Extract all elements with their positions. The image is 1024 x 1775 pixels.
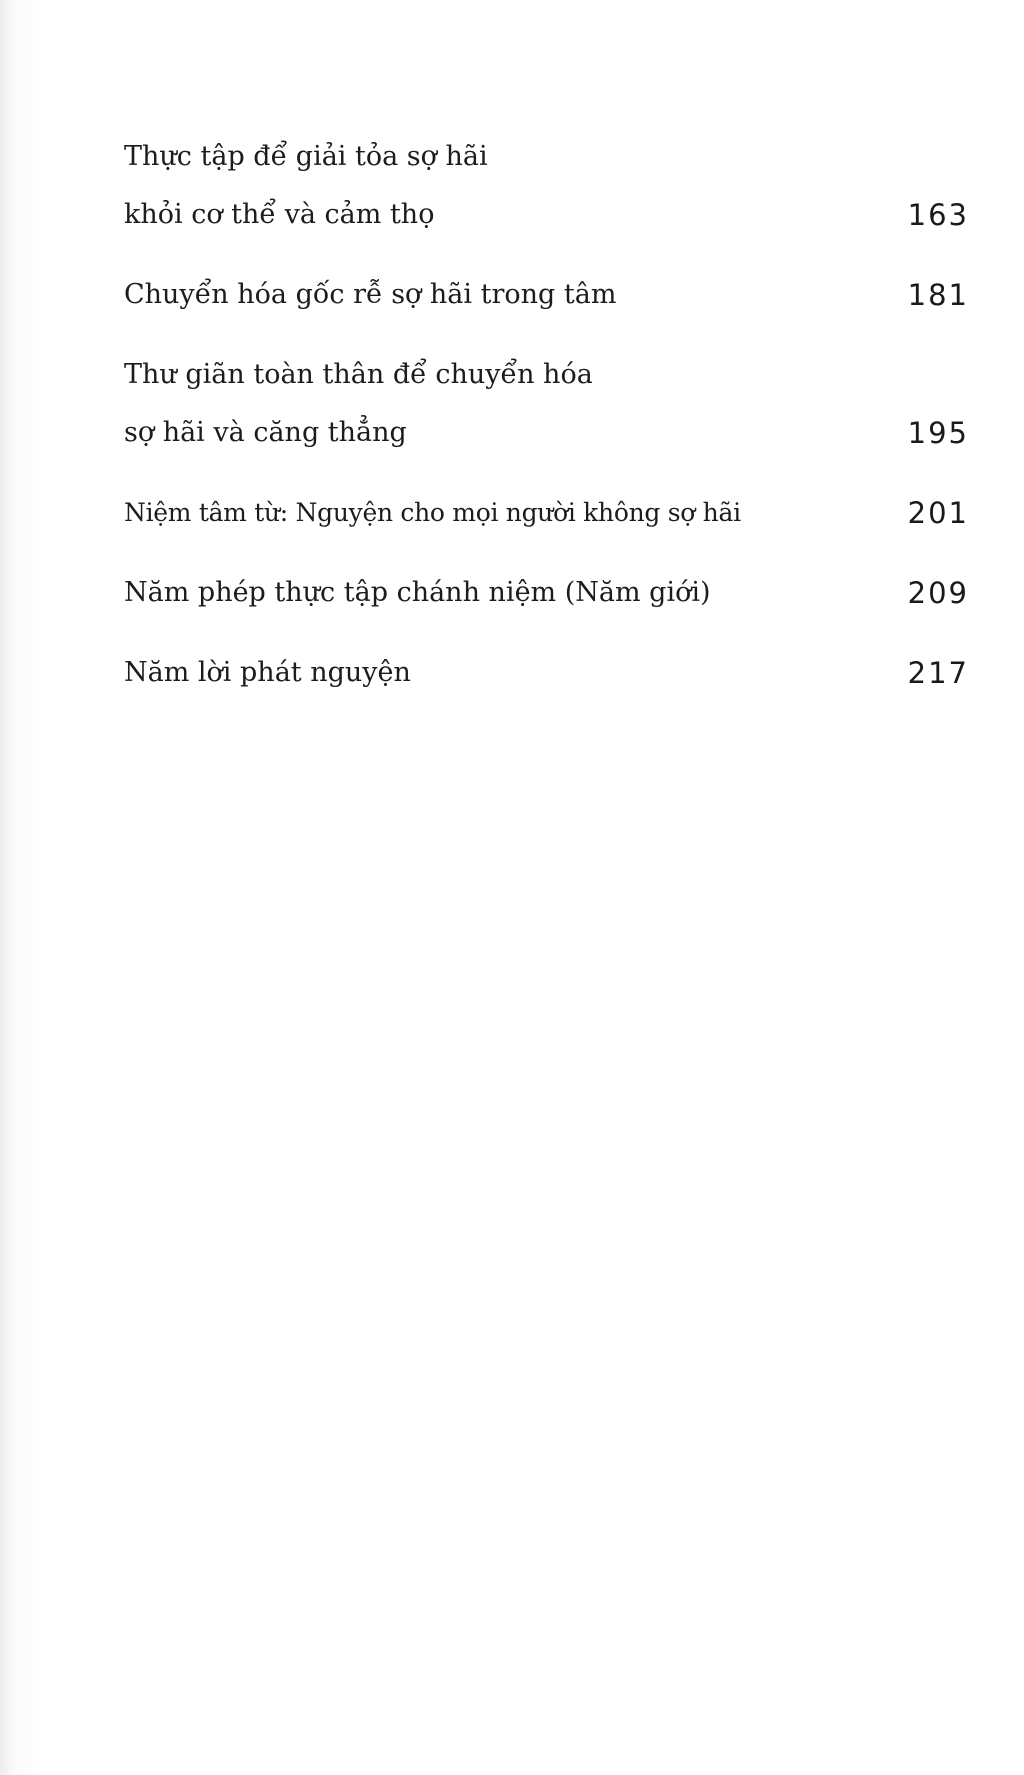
toc-page-number: 209 — [907, 576, 969, 610]
toc-entry — [124, 484, 969, 542]
toc-entry-title-line: Thực tập để giải tỏa sợ hãi — [124, 141, 488, 172]
toc-entry-title-line: Thư giãn toàn thân để chuyển hóa — [124, 359, 593, 390]
toc-entry-line — [124, 644, 969, 702]
toc-entry-line — [124, 404, 969, 462]
toc-entry — [124, 564, 969, 622]
toc-page-number: 195 — [907, 416, 969, 450]
toc-entry-title-line: khỏi cơ thể và cảm thọ — [124, 199, 435, 230]
toc-page-number: 201 — [907, 496, 969, 530]
toc-entry — [124, 346, 969, 462]
toc-entry-line — [124, 484, 969, 542]
toc-entry-title-line: Chuyển hóa gốc rễ sợ hãi trong tâm — [124, 279, 617, 310]
toc-entry-line — [124, 346, 969, 404]
toc-entry-line — [124, 564, 969, 622]
toc-entry-line — [124, 186, 969, 244]
toc-entry-title-line: sợ hãi và căng thẳng — [124, 417, 407, 448]
toc-page-number: 217 — [907, 656, 969, 690]
table-of-contents — [124, 128, 969, 702]
toc-page-number: 181 — [907, 278, 969, 312]
toc-entry — [124, 128, 969, 244]
toc-page-number: 163 — [907, 198, 969, 232]
toc-entry-line — [124, 128, 969, 186]
toc-entry-title-line: Năm lời phát nguyện — [124, 657, 411, 688]
toc-entry-title-line: Năm phép thực tập chánh niệm (Năm giới) — [124, 577, 711, 608]
toc-entry — [124, 644, 969, 702]
toc-entry-title-line: Niệm tâm từ: Nguyện cho mọi người không sợ hãi — [124, 498, 741, 527]
toc-entry — [124, 266, 969, 324]
toc-entry-line — [124, 266, 969, 324]
